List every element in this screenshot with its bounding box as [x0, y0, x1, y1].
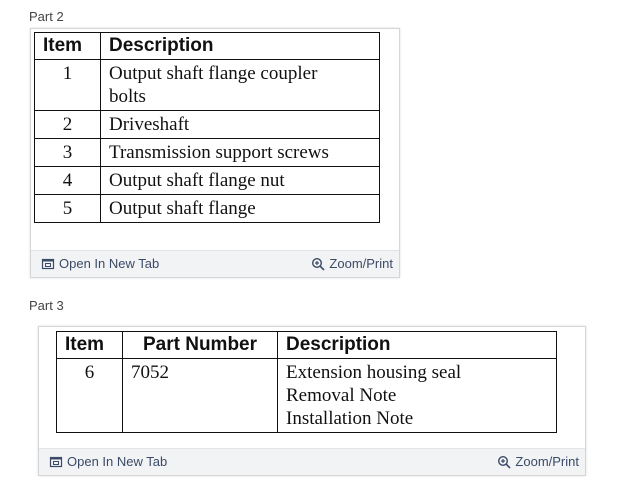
table-row — [35, 139, 380, 167]
column-header-item: Item — [35, 33, 101, 60]
column-header-part-number: Part Number — [123, 332, 278, 359]
item-number: 5 — [35, 195, 101, 223]
zoom-print-label: Zoom/Print — [329, 256, 393, 271]
open-new-tab-icon — [49, 455, 63, 469]
part-3-label: Part 3 — [29, 298, 64, 313]
table-row — [57, 359, 557, 433]
open-in-new-tab-label: Open In New Tab — [59, 256, 160, 271]
table-header-row — [57, 332, 557, 359]
table-row — [35, 167, 380, 195]
column-header-description: Description — [278, 332, 557, 359]
part-2-figure — [30, 28, 400, 278]
zoom-print-link[interactable] — [497, 454, 579, 469]
open-in-new-tab-link[interactable] — [41, 256, 159, 271]
column-header-description: Description — [101, 33, 380, 60]
item-number: 3 — [35, 139, 101, 167]
description-line: Removal Note — [286, 385, 397, 406]
part-2-label: Part 2 — [29, 9, 64, 24]
table-row — [35, 60, 380, 111]
item-description: Transmission support screws — [101, 139, 380, 167]
zoom-in-icon — [497, 455, 511, 469]
item-number: 1 — [35, 60, 101, 111]
item-number: 6 — [57, 359, 123, 433]
part-3-figure — [38, 326, 586, 476]
open-in-new-tab-label: Open In New Tab — [67, 454, 168, 469]
item-number: 2 — [35, 111, 101, 139]
item-number: 4 — [35, 167, 101, 195]
open-in-new-tab-link[interactable] — [49, 454, 167, 469]
table-row — [35, 195, 380, 223]
zoom-print-link[interactable] — [311, 256, 393, 271]
table-row — [35, 111, 380, 139]
open-new-tab-icon — [41, 257, 55, 271]
figure-footer — [39, 448, 585, 475]
zoom-print-label: Zoom/Print — [515, 454, 579, 469]
description-line: Installation Note — [286, 408, 414, 429]
table-header-row — [35, 33, 380, 60]
part-2-table — [34, 32, 380, 223]
item-description: Driveshaft — [101, 111, 380, 139]
description-line: Extension housing seal — [286, 362, 462, 383]
item-description: Output shaft flange — [101, 195, 380, 223]
item-description — [278, 359, 557, 433]
item-description: Output shaft flange coupler bolts — [101, 60, 380, 111]
zoom-in-icon — [311, 257, 325, 271]
figure-footer — [31, 250, 399, 277]
part-number: 7052 — [123, 359, 278, 433]
part-3-table — [56, 331, 557, 433]
item-description: Output shaft flange nut — [101, 167, 380, 195]
column-header-item: Item — [57, 332, 123, 359]
